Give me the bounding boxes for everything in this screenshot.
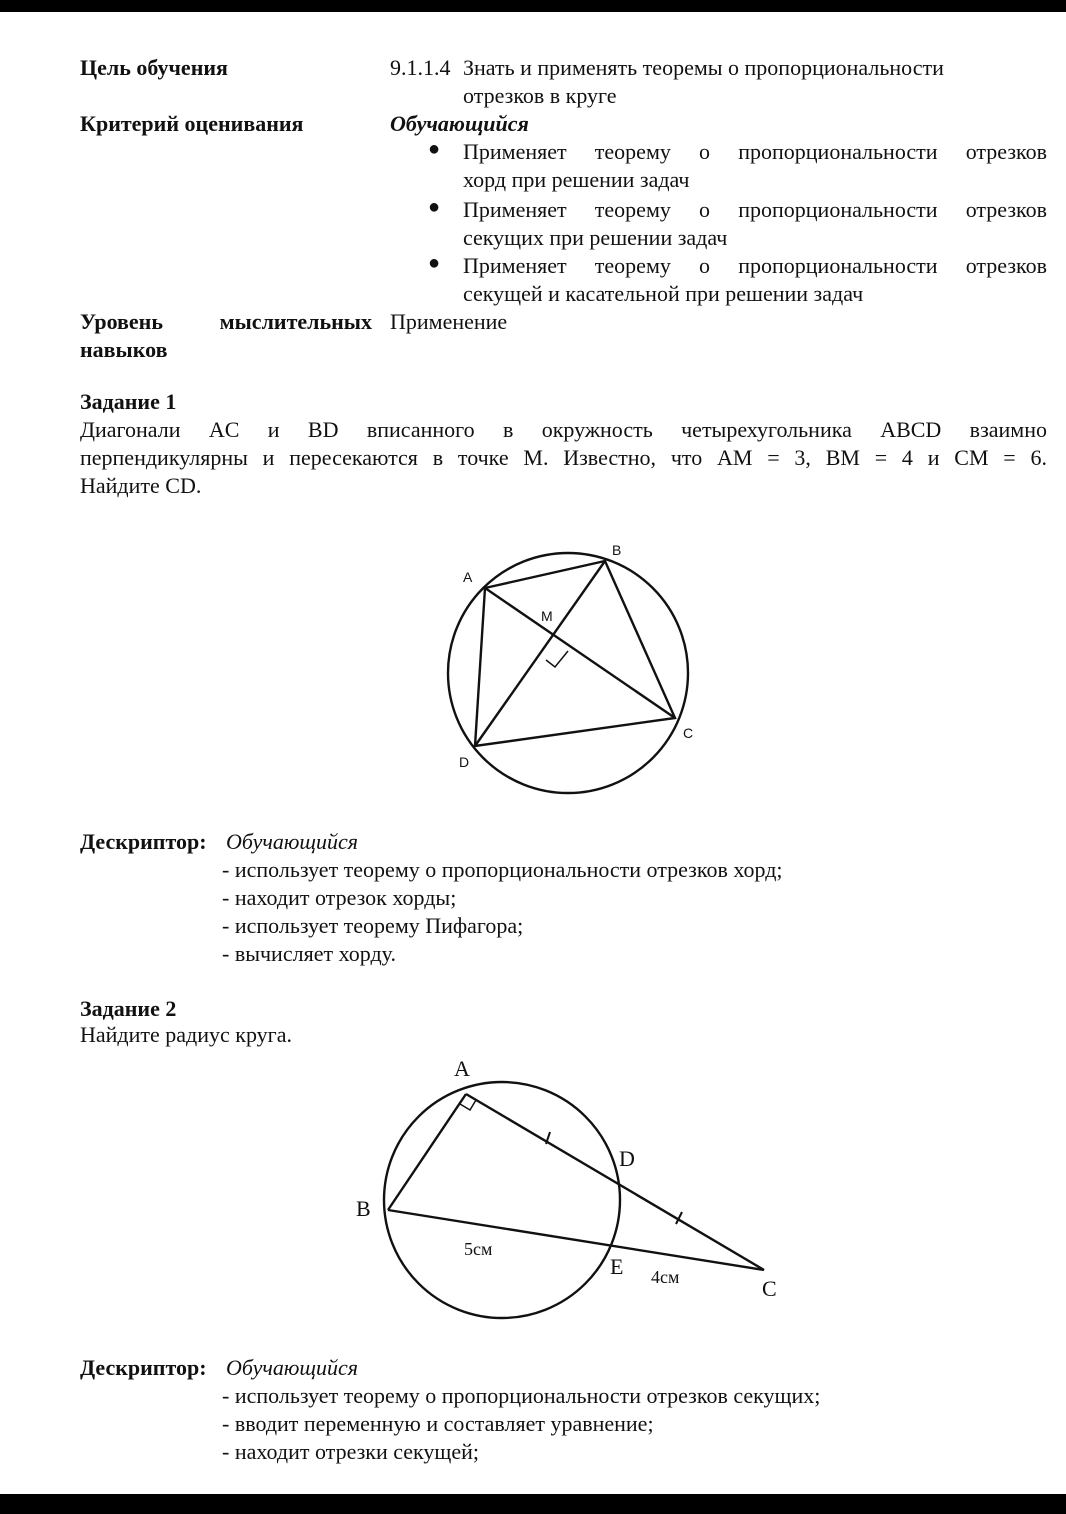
bullet-icon: ●: [428, 138, 441, 160]
fig2-be-length: 5см: [464, 1239, 493, 1259]
right-angle-mark: [546, 651, 568, 667]
secant-bc: [388, 1210, 764, 1270]
fig1-label-d: D: [459, 754, 470, 770]
descriptor1-item-3: - использует теорему Пифагора;: [222, 913, 524, 938]
criteria-bullet-3-line1: Применяет теорему о пропорциональности отрезков: [463, 253, 1047, 278]
descriptor1-item-1: - использует теорему о пропорциональности отрезков хорд;: [222, 857, 783, 882]
descriptor2-item-2: - вводит переменную и составляет уравнение;: [222, 1411, 654, 1436]
descriptor2-item-1: - использует теорему о пропорциональности отрезков секущих;: [222, 1383, 821, 1408]
skills-label-line1: Уровень мыслительных: [80, 309, 372, 334]
fig2-label-e: E: [610, 1254, 624, 1279]
quadrilateral-abcd: [475, 561, 675, 746]
bullet-icon: ●: [428, 252, 441, 274]
descriptor2-item-3: - находит отрезки секущей;: [222, 1439, 480, 1464]
objective-label: Цель обучения: [80, 55, 228, 80]
criteria-bullet-1-line2: хорд при решении задач: [463, 167, 690, 192]
fig2-label-d: D: [619, 1146, 635, 1171]
skills-label-line2: навыков: [80, 337, 168, 362]
criteria-bullet-1-line1: Применяет теорему о пропорциональности отрезков: [463, 139, 1047, 164]
circle-2: [384, 1082, 620, 1318]
criteria-bullet-2-line1: Применяет теорему о пропорциональности отрезков: [463, 197, 1047, 222]
fig2-label-a: A: [454, 1056, 470, 1081]
task1-text-line2: перпендикулярны и пересекаются в точке M. Известно, что AM = 3, BM = 4 и CM = 6.: [80, 445, 1047, 470]
descriptor2-label: Дескриптор:: [80, 1355, 207, 1380]
secant-ac: [466, 1094, 764, 1270]
fig1-label-m: M: [541, 608, 553, 624]
criteria-bullet-2-line2: секущих при решении задач: [463, 225, 728, 250]
document-page: [0, 12, 1066, 1494]
descriptor1-subject: Обучающийся: [226, 829, 359, 854]
criteria-subject: Обучающийся: [390, 111, 529, 136]
task2-text: Найдите радиус круга.: [80, 1022, 292, 1047]
objective-code: 9.1.1.4: [390, 55, 451, 80]
criteria-bullet-3-line2: секущей и касательной при решении задач: [463, 281, 864, 306]
fig1-label-c: C: [683, 725, 694, 741]
criteria-label: Критерий оценивания: [80, 111, 304, 136]
figure-1: [0, 12, 1066, 1494]
fig2-label-c: C: [762, 1276, 777, 1301]
fig2-label-b: B: [356, 1196, 371, 1221]
fig1-label-a: A: [463, 569, 473, 585]
fig1-label-b: B: [612, 542, 622, 558]
task1-text-line1: Диагонали AC и BD вписанного в окружность четырехугольника ABCD взаимно: [80, 417, 1047, 442]
descriptor1-item-4: - вычисляет хорду.: [222, 941, 396, 966]
skills-value: Применение: [390, 309, 508, 334]
task2-title: Задание 2: [80, 996, 177, 1021]
descriptor2-subject: Обучающийся: [226, 1355, 359, 1380]
descriptor1-label: Дескриптор:: [80, 829, 207, 854]
diagonal-bd: [475, 561, 605, 746]
objective-text-line1: Знать и применять теоремы о пропорциональности: [463, 55, 944, 80]
bullet-icon: ●: [428, 196, 441, 218]
task1-text-line3: Найдите CD.: [80, 473, 202, 498]
task1-title: Задание 1: [80, 389, 177, 414]
descriptor1-item-2: - находит отрезок хорды;: [222, 885, 457, 910]
objective-text-line2: отрезков в круге: [463, 83, 617, 108]
segment-ab: [388, 1094, 466, 1210]
fig2-ec-length: 4см: [651, 1267, 680, 1287]
